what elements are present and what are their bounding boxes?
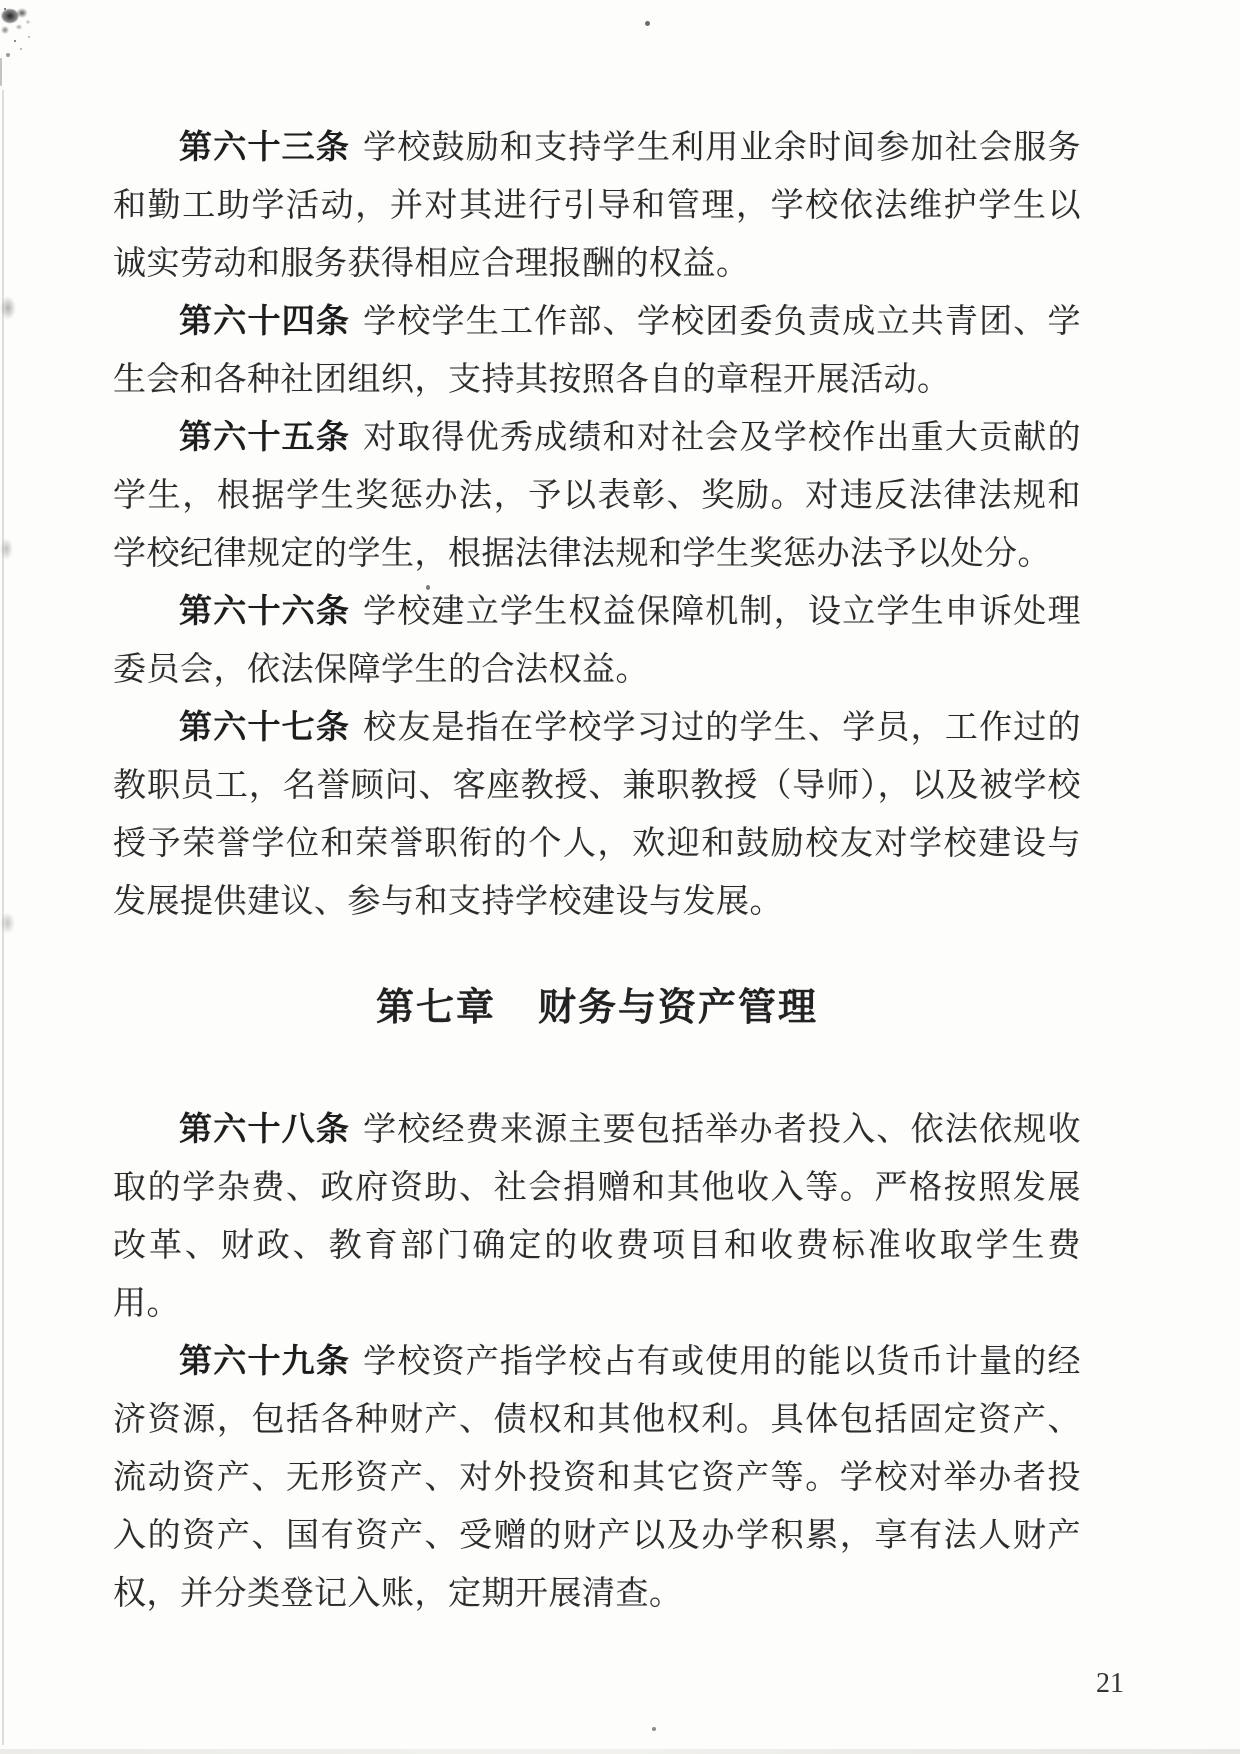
article-68-number: 第六十八条 — [179, 1112, 351, 1148]
smudge-artifact — [0, 912, 15, 934]
article-63-text: 学校鼓励和支持学生利用业余时间参加社会服务和勤工助学活动，并对其进行引导和管理，学校依法维护学生以诚实劳动和服务获得相应合理报酬的权益。 — [113, 130, 1082, 282]
scan-bottom-edge — [0, 1749, 1240, 1754]
article-64-paragraph — [113, 293, 1081, 409]
speck-artifact — [645, 21, 650, 26]
article-64-number: 第六十四条 — [179, 304, 351, 340]
article-65-text: 对取得优秀成绩和对社会及学校作出重大贡献的学生，根据学生奖惩办法，予以表彰、奖励。对违反法律法规和学校纪律规定的学生，根据法律法规和学生奖惩办法予以处分。 — [113, 420, 1082, 572]
article-63-number: 第六十三条 — [179, 130, 351, 166]
article-66-text: 学校建立学生权益保障机制，设立学生申诉处理委员会，依法保障学生的合法权益。 — [113, 594, 1082, 688]
edge-mark-artifact — [0, 58, 2, 86]
ink-speckles-artifact — [4, 8, 6, 10]
chapter-number: 第七章 — [375, 987, 496, 1029]
article-69-paragraph — [113, 1333, 1081, 1623]
article-64-text: 学校学生工作部、学校团委负责成立共青团、学生会和各种社团组织，支持其按照各自的章程开展活动。 — [113, 304, 1082, 398]
article-68-text: 学校经费来源主要包括举办者投入、依法依规收取的学杂费、政府资助、社会捐赠和其他收入等。严格按照发展改革、财政、教育部门确定的收费项目和收费标准收取学生费用。 — [113, 1112, 1082, 1322]
article-66-number: 第六十六条 — [179, 594, 351, 630]
chapter-title: 财务与资产管理 — [538, 987, 819, 1029]
article-67-paragraph — [113, 699, 1081, 931]
chapter-heading — [113, 979, 1081, 1037]
ink-blot-artifact — [0, 4, 36, 44]
article-69-text: 学校资产指学校占有或使用的能以货币计量的经济资源，包括各种财产、债权和其他权利。具体包括固定资产、流动资产、无形资产、对外投资和其它资产等。学校对举办者投入的资产、国有资产、受赠的财产以及办学积累，享有法人财产权，并分类登记入账，定期开展清查。 — [113, 1344, 1082, 1612]
article-67-text: 校友是指在学校学习过的学生、学员，工作过的教职员工，名誉顾问、客座教授、兼职教授（导师），以及被学校授予荣誉学位和荣誉职衔的个人，欢迎和鼓励校友对学校建设与发展提供建议、参与和支持学校建设与发展。 — [113, 710, 1082, 920]
article-66-paragraph — [113, 583, 1081, 699]
article-69-number: 第六十九条 — [179, 1344, 351, 1380]
article-65-paragraph — [113, 409, 1081, 583]
page-number: 21 — [1096, 1668, 1124, 1699]
document-body — [113, 119, 1081, 1623]
article-65-number: 第六十五条 — [179, 420, 351, 456]
smudge-artifact — [0, 538, 13, 560]
article-68-paragraph — [113, 1101, 1081, 1333]
article-67-number: 第六十七条 — [179, 710, 351, 746]
smudge-artifact — [0, 296, 16, 320]
article-63-paragraph — [113, 119, 1081, 293]
speck-artifact — [652, 1727, 656, 1731]
